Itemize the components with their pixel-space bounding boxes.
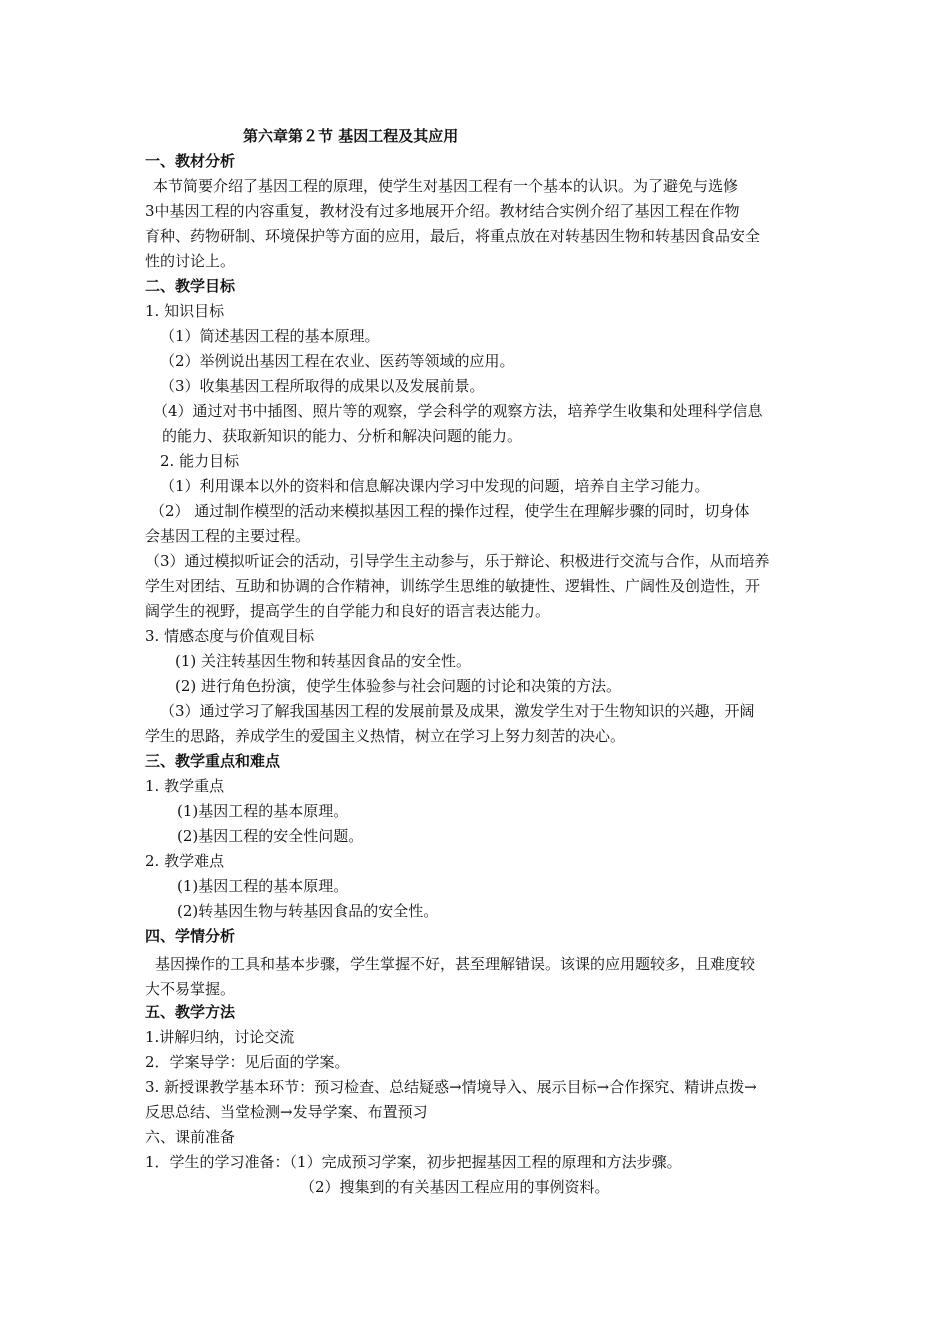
subheading-emotional-objectives: 3. 情感态度与价值观目标	[145, 627, 315, 645]
list-item: （3）通过学习了解我国基因工程的发展前景及成果，激发学生对于生物知识的兴趣，开阔	[160, 702, 755, 720]
list-item: （2）举例说出基因工程在农业、医药等领域的应用。	[160, 352, 515, 370]
section-heading-teaching-objectives: 二、教学目标	[145, 277, 236, 295]
paragraph-line: 3中基因工程的内容重复，教材没有过多地展开介绍。教材结合实例介绍了基因工程在作物	[145, 202, 740, 220]
list-item: （4）通过对书中插图、照片等的观察，学会科学的观察方法，培养学生收集和处理科学信息	[153, 402, 763, 420]
list-item: (1)基因工程的基本原理。	[177, 877, 349, 895]
section-heading-textbook-analysis: 一、教材分析	[145, 152, 236, 170]
section-heading-key-points: 三、教学重点和难点	[145, 752, 281, 770]
list-item-continuation: 学生对团结、互助和协调的合作精神，训练学生思维的敏捷性、逻辑性、广阔性及创造性，开	[145, 577, 761, 595]
list-item-continuation: 会基因工程的主要过程。	[145, 527, 311, 545]
list-item: (2)转基因生物与转基因食品的安全性。	[177, 902, 439, 920]
list-item: （3）通过模拟听证会的活动，引导学生主动参与，乐于辩论、积极进行交流与合作，从而培养	[145, 552, 770, 570]
section-heading-learner-analysis: 四、学情分析	[145, 927, 236, 945]
subheading-teaching-difficulties: 2. 教学难点	[145, 852, 225, 870]
list-item: (2) 进行角色扮演，使学生体验参与社会问题的讨论和决策的方法。	[175, 677, 622, 695]
list-item: (2)基因工程的安全性问题。	[177, 827, 364, 845]
paragraph-line: 性的讨论上。	[145, 252, 236, 270]
section-heading-teaching-methods: 五、教学方法	[145, 1003, 236, 1021]
section-heading-preparation: 六、课前准备	[145, 1128, 236, 1146]
subheading-knowledge-objectives: 1. 知识目标	[145, 302, 225, 320]
subheading-ability-objectives: 2. 能力目标	[160, 452, 240, 470]
list-item: （1）简述基因工程的基本原理。	[160, 327, 380, 345]
paragraph-line: 育种、药物研制、环境保护等方面的应用，最后，将重点放在对转基因生物和转基因食品安全	[145, 227, 761, 245]
list-item-continuation: 反思总结、当堂检测→发导学案、布置预习	[145, 1103, 428, 1121]
list-item: （2） 通过制作模型的活动来模拟基因工程的操作过程，使学生在理解步骤的同时，切身体	[150, 502, 750, 520]
list-item: (1) 关注转基因生物和转基因食品的安全性。	[175, 652, 472, 670]
list-item: （1）利用课本以外的资料和信息解决课内学习中发现的问题，培养自主学习能力。	[160, 477, 710, 495]
list-item: 1.讲解归纳，讨论交流	[145, 1028, 295, 1046]
list-item: （2）搜集到的有关基因工程应用的事例资料。	[300, 1178, 610, 1196]
list-item: 2．学案导学：见后面的学案。	[145, 1053, 350, 1071]
list-item-continuation: 的能力、获取新知识的能力、分析和解决问题的能力。	[162, 427, 523, 445]
paragraph-line: 基因操作的工具和基本步骤，学生掌握不好，甚至理解错误。该课的应用题较多，且难度较	[155, 955, 756, 973]
list-item-continuation: 学生的思路，养成学生的爱国主义热情，树立在学习上努力刻苦的决心。	[145, 727, 626, 745]
list-item: (1)基因工程的基本原理。	[177, 802, 349, 820]
list-item: （3）收集基因工程所取得的成果以及发展前景。	[160, 377, 485, 395]
list-item: 3. 新授课教学基本环节：预习检查、总结疑惑→情境导入、展示目标→合作探究、精讲点拨→	[145, 1078, 757, 1096]
paragraph-line: 大不易掌握。	[145, 980, 236, 998]
subheading-teaching-focus: 1. 教学重点	[145, 777, 225, 795]
list-item-continuation: 阔学生的视野，提高学生的自学能力和良好的语言表达能力。	[145, 602, 551, 620]
paragraph-line: 本节简要介绍了基因工程的原理，使学生对基因工程有一个基本的认识。为了避免与选修	[153, 177, 739, 195]
list-item: 1．学生的学习准备：（1）完成预习学案，初步把握基因工程的原理和方法步骤。	[145, 1153, 682, 1171]
document-title: 第六章第２节 基因工程及其应用	[243, 127, 459, 145]
